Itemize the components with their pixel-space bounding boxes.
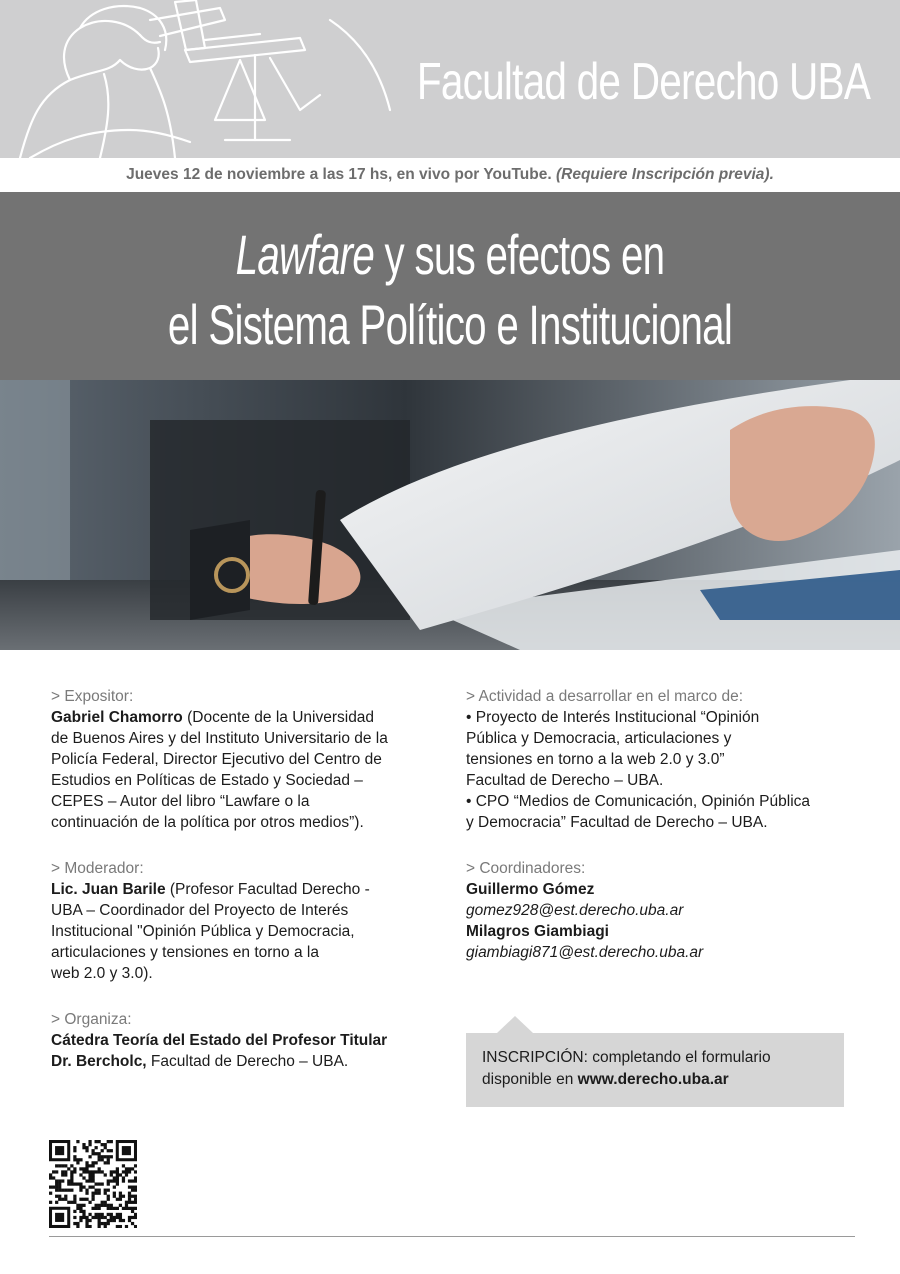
expositor-line-1	[51, 707, 446, 728]
inscripcion-prefix: disponible en	[482, 1071, 578, 1088]
qr-code[interactable]	[49, 1140, 137, 1228]
coordinator-2-name: Milagros Giambiagi	[466, 923, 609, 940]
moderador-heading: > Moderador:	[51, 860, 144, 877]
dateline-note: (Requiere Inscripción previa).	[555, 166, 774, 183]
expositor-line-3: Policía Federal, Director Ejecutivo del Centro de	[51, 751, 382, 768]
organiza-section	[51, 1009, 446, 1072]
expositor-line-6: continuación de la política por otros medios”).	[51, 814, 364, 831]
moderador-line-5: web 2.0 y 3.0).	[51, 965, 153, 982]
dateline-main: Jueves 12 de noviembre a las 17 hs, en vivo por YouTube.	[126, 166, 552, 183]
signing-photo-illustration	[0, 380, 900, 650]
coordinator-1-email-link[interactable]: gomez928@est.derecho.uba.ar	[466, 902, 684, 919]
event-title-emphasis: Lawfare	[235, 223, 375, 286]
coordinator-1-name: Guillermo Gómez	[466, 881, 595, 898]
actividad-line-1: • Proyecto de Interés Institucional “Opinión	[466, 709, 760, 726]
actividad-line-3: tensiones en torno a la web 2.0 y 3.0”	[466, 751, 725, 768]
moderador-line-4: articulaciones y tensiones en torno a la	[51, 944, 319, 961]
event-title-line-1	[126, 222, 774, 287]
footer-divider	[49, 1236, 855, 1237]
organiza-faculty: Facultad de Derecho – UBA.	[146, 1053, 349, 1070]
expositor-line-5: CEPES – Autor del libro “Lawfare o la	[51, 793, 310, 810]
hero-photo-document-signing	[0, 380, 900, 650]
inscripcion-box-notch	[497, 1016, 533, 1033]
inscripcion-line-1: INSCRIPCIÓN: completando el formulario	[482, 1049, 771, 1066]
faculty-title: Facultad de Derecho UBA	[416, 53, 870, 111]
header-banner	[0, 0, 900, 158]
event-title-line-2: el Sistema Político e Institucional	[167, 293, 733, 356]
expositor-section	[51, 686, 446, 833]
moderador-text: (Profesor Facultad Derecho -	[165, 881, 370, 898]
expositor-line-4: Estudios en Políticas de Estado y Sociedad –	[51, 772, 363, 789]
actividad-line-5: • CPO “Medios de Comunicación, Opinión Pública	[466, 793, 811, 810]
expositor-line-2: de Buenos Aires y del Instituto Universitario de la	[51, 730, 388, 747]
organiza-line-1: Cátedra Teoría del Estado del Profesor Titular	[51, 1032, 388, 1049]
justice-figure-illustration	[0, 0, 430, 158]
organiza-heading: > Organiza:	[51, 1011, 132, 1028]
coordinator-2-email-link[interactable]: giambiagi871@est.derecho.uba.ar	[466, 944, 704, 961]
coordinadores-heading: > Coordinadores:	[466, 860, 586, 877]
moderador-line-1	[51, 879, 446, 900]
left-column	[51, 686, 446, 1097]
actividad-heading: > Actividad a desarrollar en el marco de:	[466, 688, 743, 705]
expositor-name: Gabriel Chamorro	[51, 709, 183, 726]
qr-code-graphic	[49, 1140, 137, 1228]
moderador-line-2: UBA – Coordinador del Proyecto de Interés	[51, 902, 349, 919]
right-column	[466, 686, 866, 988]
actividad-line-4: Facultad de Derecho – UBA.	[466, 772, 664, 789]
event-title-band	[0, 192, 900, 380]
moderador-line-3: Institucional "Opinión Pública y Democracia,	[51, 923, 355, 940]
coordinadores-section	[466, 858, 866, 963]
actividad-line-2: Pública y Democracia, articulaciones y	[466, 730, 732, 747]
inscripcion-url-link[interactable]: www.derecho.uba.ar	[577, 1071, 729, 1088]
actividad-section	[466, 686, 866, 833]
moderador-name: Lic. Juan Barile	[51, 881, 166, 898]
expositor-text: (Docente de la Universidad	[182, 709, 375, 726]
inscripcion-line-2	[482, 1069, 830, 1091]
moderador-section	[51, 858, 446, 984]
event-title-rest: y sus efectos en	[374, 223, 665, 286]
organiza-line-2	[51, 1051, 446, 1072]
organiza-professor: Dr. Bercholc,	[51, 1053, 147, 1070]
inscripcion-box	[466, 1033, 844, 1107]
actividad-line-6: y Democracia” Facultad de Derecho – UBA.	[466, 814, 768, 831]
event-dateline	[0, 158, 900, 192]
expositor-heading: > Expositor:	[51, 688, 134, 705]
